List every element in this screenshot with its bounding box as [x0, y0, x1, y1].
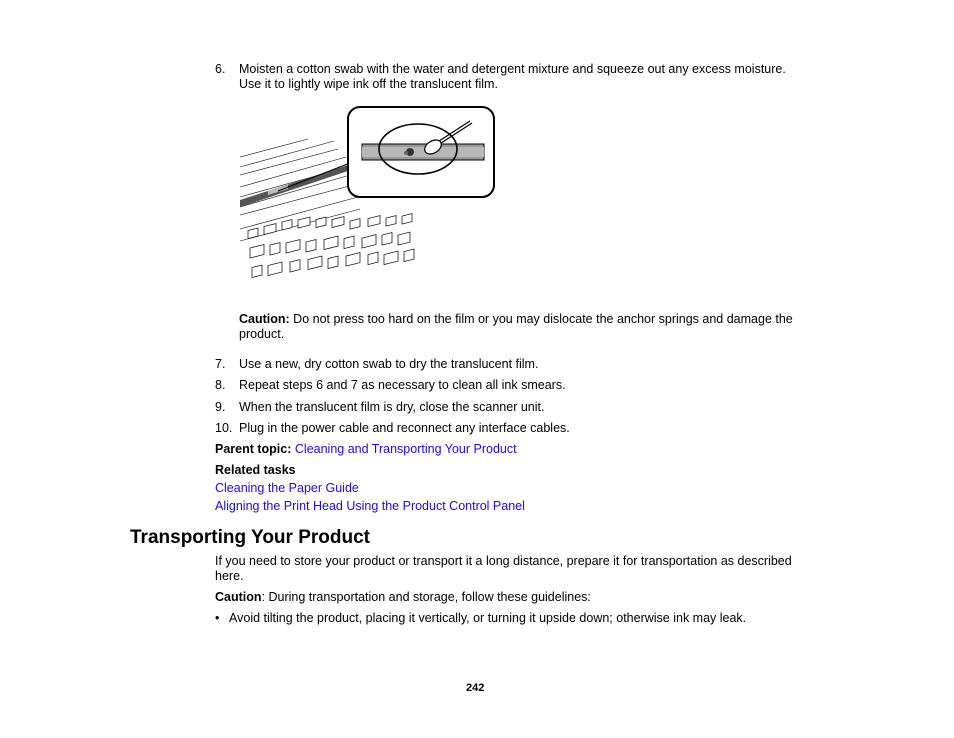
parent-topic — [215, 442, 517, 457]
translucent-film-cleaning-illustration — [238, 105, 498, 281]
step-text: When the translucent film is dry, close the scanner unit. — [239, 400, 545, 414]
section-intro-continuation: here. — [215, 569, 244, 583]
caution-text: : During transportation and storage, follow these guidelines: — [261, 590, 591, 604]
step-number: 10. — [215, 421, 233, 435]
caution-label: Caution: — [239, 312, 290, 326]
transport-caution — [215, 590, 591, 605]
step-number: 8. — [215, 378, 226, 392]
step-text-line: Moisten a cotton swab with the water and detergent mixture and squeeze out any excess moisture. — [239, 62, 786, 76]
parent-topic-label: Parent topic: — [215, 442, 292, 456]
step-number: 6. — [215, 62, 226, 76]
related-tasks-heading: Related tasks — [215, 463, 296, 477]
step-text: Plug in the power cable and reconnect any interface cables. — [239, 421, 570, 435]
caution-text: Do not press too hard on the film or you may dislocate the anchor springs and damage the — [289, 312, 793, 326]
section-intro: If you need to store your product or transport it a long distance, prepare it for transportation as described — [215, 554, 792, 568]
page-number: 242 — [466, 682, 485, 694]
step-number: 7. — [215, 357, 226, 371]
bullet-text: Avoid tilting the product, placing it vertically, or turning it upside down; otherwise ink may leak. — [229, 611, 747, 625]
step-number: 9. — [215, 400, 226, 414]
step-6-continuation: Use it to lightly wipe ink off the translucent film. — [239, 77, 498, 91]
step-text: Repeat steps 6 and 7 as necessary to clean all ink smears. — [239, 378, 566, 392]
parent-topic-link[interactable]: Cleaning and Transporting Your Product — [294, 442, 517, 456]
related-task-link-cleaning-paper-guide[interactable]: Cleaning the Paper Guide — [215, 481, 359, 495]
step-text: Use a new, dry cotton swab to dry the translucent film. — [239, 357, 539, 371]
caution-label: Caution — [215, 590, 262, 604]
caution-note-continuation: product. — [239, 327, 285, 341]
related-task-link-aligning-print-head[interactable]: Aligning the Print Head Using the Product Control Panel — [215, 499, 525, 513]
bullet-icon: • — [215, 611, 220, 625]
section-title: Transporting Your Product — [130, 527, 370, 548]
caution-note — [239, 312, 793, 327]
